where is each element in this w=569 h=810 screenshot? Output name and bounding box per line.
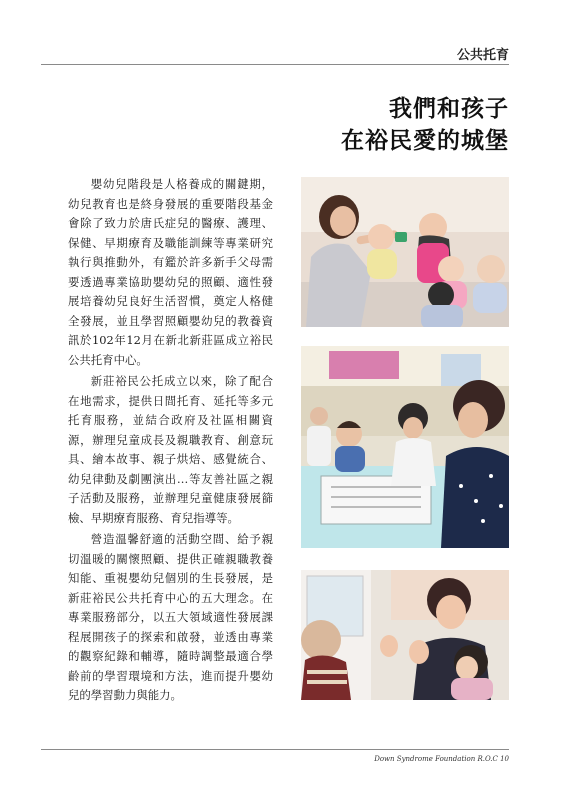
page-title-line-1: 我們和孩子 [389,95,509,122]
body-paragraph-2: 新莊裕民公托成立以來，除了配合在地需求，提供日間托育、延托等多元托育服務，並結合政府及社區相關資源，辦理兒童成長及親職教育、創意玩具、繪本故事、親子烘焙、感覺統合、幼兒律動及劇團演出…等友善社區之親子活動及服務，並辦理兒童健康發展篩檢、早期療育服務、育兒指導等。 [68,374,273,525]
body-paragraph-3: 營造溫馨舒適的活動空間、給予親切溫暖的關懷照顧、提供正確親職教養知能、重視嬰幼兒個別的生長發展，是新莊裕民公共托育中心的五大理念。在專業服務部分，以五大領域適性發展課程展開孩子的探索和啟發，並透由專業的觀察紀錄和輔導，隨時調整最適合學齡前的學習環境和方法，進而提升嬰幼兒的學習動力與能力。 [68,532,273,702]
page-title-line-2: 在裕民愛的城堡 [341,127,509,154]
header-divider [41,64,509,65]
photo-clapping-game [301,570,509,700]
section-label: 公共托育 [456,48,509,63]
footer-divider [41,749,509,750]
body-paragraph-1: 嬰幼兒階段是人格養成的關鍵期，幼兒教育也是終身發展的重要階段基金會除了致力於唐氏症兒的醫療、護理、保健、早期療育及職能訓練等專業研究執行與推動外，有鑑於許多新手父母需要透過專業協助嬰幼兒的照顧、適性發展培養幼兒良好生活習慣，奠定人格健全發展，並且學習照顧嬰幼兒的教養資訊於102年12月在新北新莊區成立裕民公共托育中心。 [68,177,273,367]
photo-health-screening [301,346,509,548]
footer-credit: Down Syndrome Foundation R.O.C 10 [374,755,509,763]
photo-caregiver-with-toddlers [301,177,509,327]
